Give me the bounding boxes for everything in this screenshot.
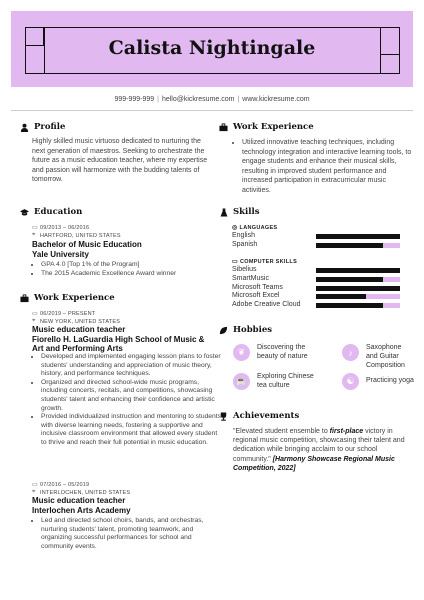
candidate-name: Calista Nightingale <box>108 37 316 59</box>
computer-skills-label: ▭ COMPUTER SKILLS <box>232 258 298 265</box>
hobby-item: ☕ Exploring Chinese tea culture <box>233 373 318 391</box>
trophy-icon <box>219 412 228 421</box>
hobby-item: ♪ Saxophone and Guitar Composition <box>342 344 412 370</box>
skill-row <box>232 232 400 241</box>
skill-level-bar <box>316 294 400 299</box>
list-item: • Led and directed school choirs, bands, and orchestras, nurturing students' talent, promoting teamwork, and organizing successful performances for school and community events. <box>41 517 221 551</box>
skill-level-fill <box>316 268 400 273</box>
job-dates: ▭ 07/2016 – 05/2019 <box>32 481 90 488</box>
monitor-icon: ▭ <box>232 259 238 265</box>
globe-icon: ◎ <box>232 225 238 231</box>
job-location: ⌖ NEW YORK, UNITED STATES <box>32 318 121 325</box>
work-experience-heading: Work Experience <box>20 293 115 303</box>
degree-title: Bachelor of Music Education <box>32 240 142 249</box>
location-pin-icon: ⌖ <box>32 318 36 324</box>
skill-row <box>232 241 400 250</box>
contact-line: 999-999-999 | hello@kickresume.com | www.kickresume.com <box>114 96 310 103</box>
website-link[interactable]: www.kickresume.com <box>242 96 310 103</box>
skill-name: Spanish <box>232 240 258 248</box>
job-location: ⌖ INTERLOCHEN, UNITED STATES <box>32 489 131 496</box>
skill-level-fill <box>316 286 400 291</box>
list-item: • GPA 4.0 [Top 1% of the Program] <box>41 261 223 270</box>
skill-level-bar <box>316 234 400 239</box>
skill-name: Microsoft Teams <box>232 283 283 291</box>
location-pin-icon: ⌖ <box>32 232 36 238</box>
skill-row <box>232 275 400 284</box>
work-bullets-right <box>233 138 412 195</box>
person-icon <box>20 123 29 132</box>
job-dates: ▭ 06/2019 – PRESENT <box>32 310 96 317</box>
job-employer: Interlochen Arts Academy <box>32 506 131 515</box>
briefcase-icon <box>20 294 29 303</box>
education-dates: ▭ 09/2013 – 06/2016 <box>32 224 90 231</box>
header-banner <box>11 11 413 87</box>
languages-label: ◎ LANGUAGES <box>232 224 278 231</box>
skill-level-fill <box>316 234 400 239</box>
briefcase-icon <box>219 123 228 132</box>
list-item: • Utilized innovative teaching techniques, including technology integration and interactive learning tools, to engage students and enhance their musical skills, resulting in improved student performance and increased participation in extracurricular music activities. <box>242 138 412 195</box>
list-item: • Provided individualized instruction and mentoring to students with diverse learning needs, fostering a supportive and inclusive classroom environment that allowed every student to thrive and reach their full potential in music education. <box>41 413 221 447</box>
skill-level-bar <box>316 286 400 291</box>
list-item: • Developed and implemented engaging lesson plans to foster students' understanding and appreciation of music theory, history, and performance techniques. <box>41 353 221 379</box>
header-divider <box>11 110 413 111</box>
skill-level-fill <box>316 294 366 299</box>
skill-level-bar <box>316 268 400 273</box>
flask-icon <box>219 208 228 217</box>
skill-name: Microsoft Excel <box>232 292 280 300</box>
hobby-item: ❦ Discovering the beauty of nature <box>233 344 318 362</box>
leaf-icon <box>219 326 228 335</box>
skill-row <box>232 284 400 293</box>
education-heading: Education <box>20 207 82 217</box>
work-experience-heading-right: Work Experience <box>219 122 314 132</box>
skill-name: Sibelius <box>232 266 257 273</box>
skill-level-fill <box>316 277 383 282</box>
education-bullets <box>32 261 223 278</box>
skill-level-bar <box>316 277 400 282</box>
calendar-icon: ▭ <box>32 482 38 488</box>
location-pin-icon: ⌖ <box>32 489 36 495</box>
hobby-item: ☯ Practicing yoga <box>342 373 417 390</box>
music-note-icon: ♪ <box>342 344 359 361</box>
yoga-icon: ☯ <box>342 373 359 390</box>
skill-row <box>232 292 400 301</box>
skill-level-fill <box>316 243 383 248</box>
job-employer: Fiorello H. LaGuardia High School of Music & <box>32 335 205 344</box>
hobbies-heading: Hobbies <box>219 325 272 335</box>
job-employer-cont: Art and Performing Arts <box>32 344 123 353</box>
skill-level-bar <box>316 243 400 248</box>
skill-name: Adobe Creative Cloud <box>232 301 301 309</box>
leaf-icon: ❦ <box>233 344 250 361</box>
job-bullets <box>32 353 221 448</box>
job-title: Music education teacher <box>32 496 126 505</box>
profile-heading: Profile <box>20 122 65 132</box>
tea-cup-icon: ☕ <box>233 373 250 390</box>
school-name: Yale University <box>32 250 89 259</box>
calendar-icon: ▭ <box>32 225 38 231</box>
skill-row <box>232 301 400 310</box>
skills-heading: Skills <box>219 207 260 217</box>
achievements-heading: Achievements <box>219 411 299 421</box>
skill-name: SmartMusic <box>232 274 269 282</box>
skill-row <box>232 266 400 275</box>
skill-level-bar <box>316 303 400 308</box>
calendar-icon: ▭ <box>32 311 38 317</box>
skill-name: English <box>232 232 255 239</box>
skill-level-fill <box>316 303 383 308</box>
job-bullets <box>32 517 221 551</box>
list-item: • Organized and directed school-wide music programs, including concerts, recitals, and competitions, showcasing students' talent and enhancing their confidence and artistic growth. <box>41 379 221 413</box>
profile-text: Highly skilled music virtuoso dedicated to nurturing the next generation of maestros. Seeking to orchestrate the future as a music education teacher, where my expertise and passion will harmonize with the budding talents of tomorrow. <box>32 138 208 183</box>
phone: 999-999-999 <box>114 96 155 103</box>
email-link[interactable]: hello@kickresume.com <box>161 96 235 103</box>
graduation-cap-icon <box>20 208 29 217</box>
education-location: ⌖ HARTFORD, UNITED STATES <box>32 232 121 239</box>
list-item: • The 2015 Academic Excellence Award winner <box>41 270 223 279</box>
achievement-text: "Elevated student ensemble to first-place victory in regional music competition, showcasing their talent and dedication while bringing acclaim to our school community." [Harmony Showcase Regional Music Competition, 2022] <box>233 428 405 472</box>
job-title: Music education teacher <box>32 325 126 334</box>
